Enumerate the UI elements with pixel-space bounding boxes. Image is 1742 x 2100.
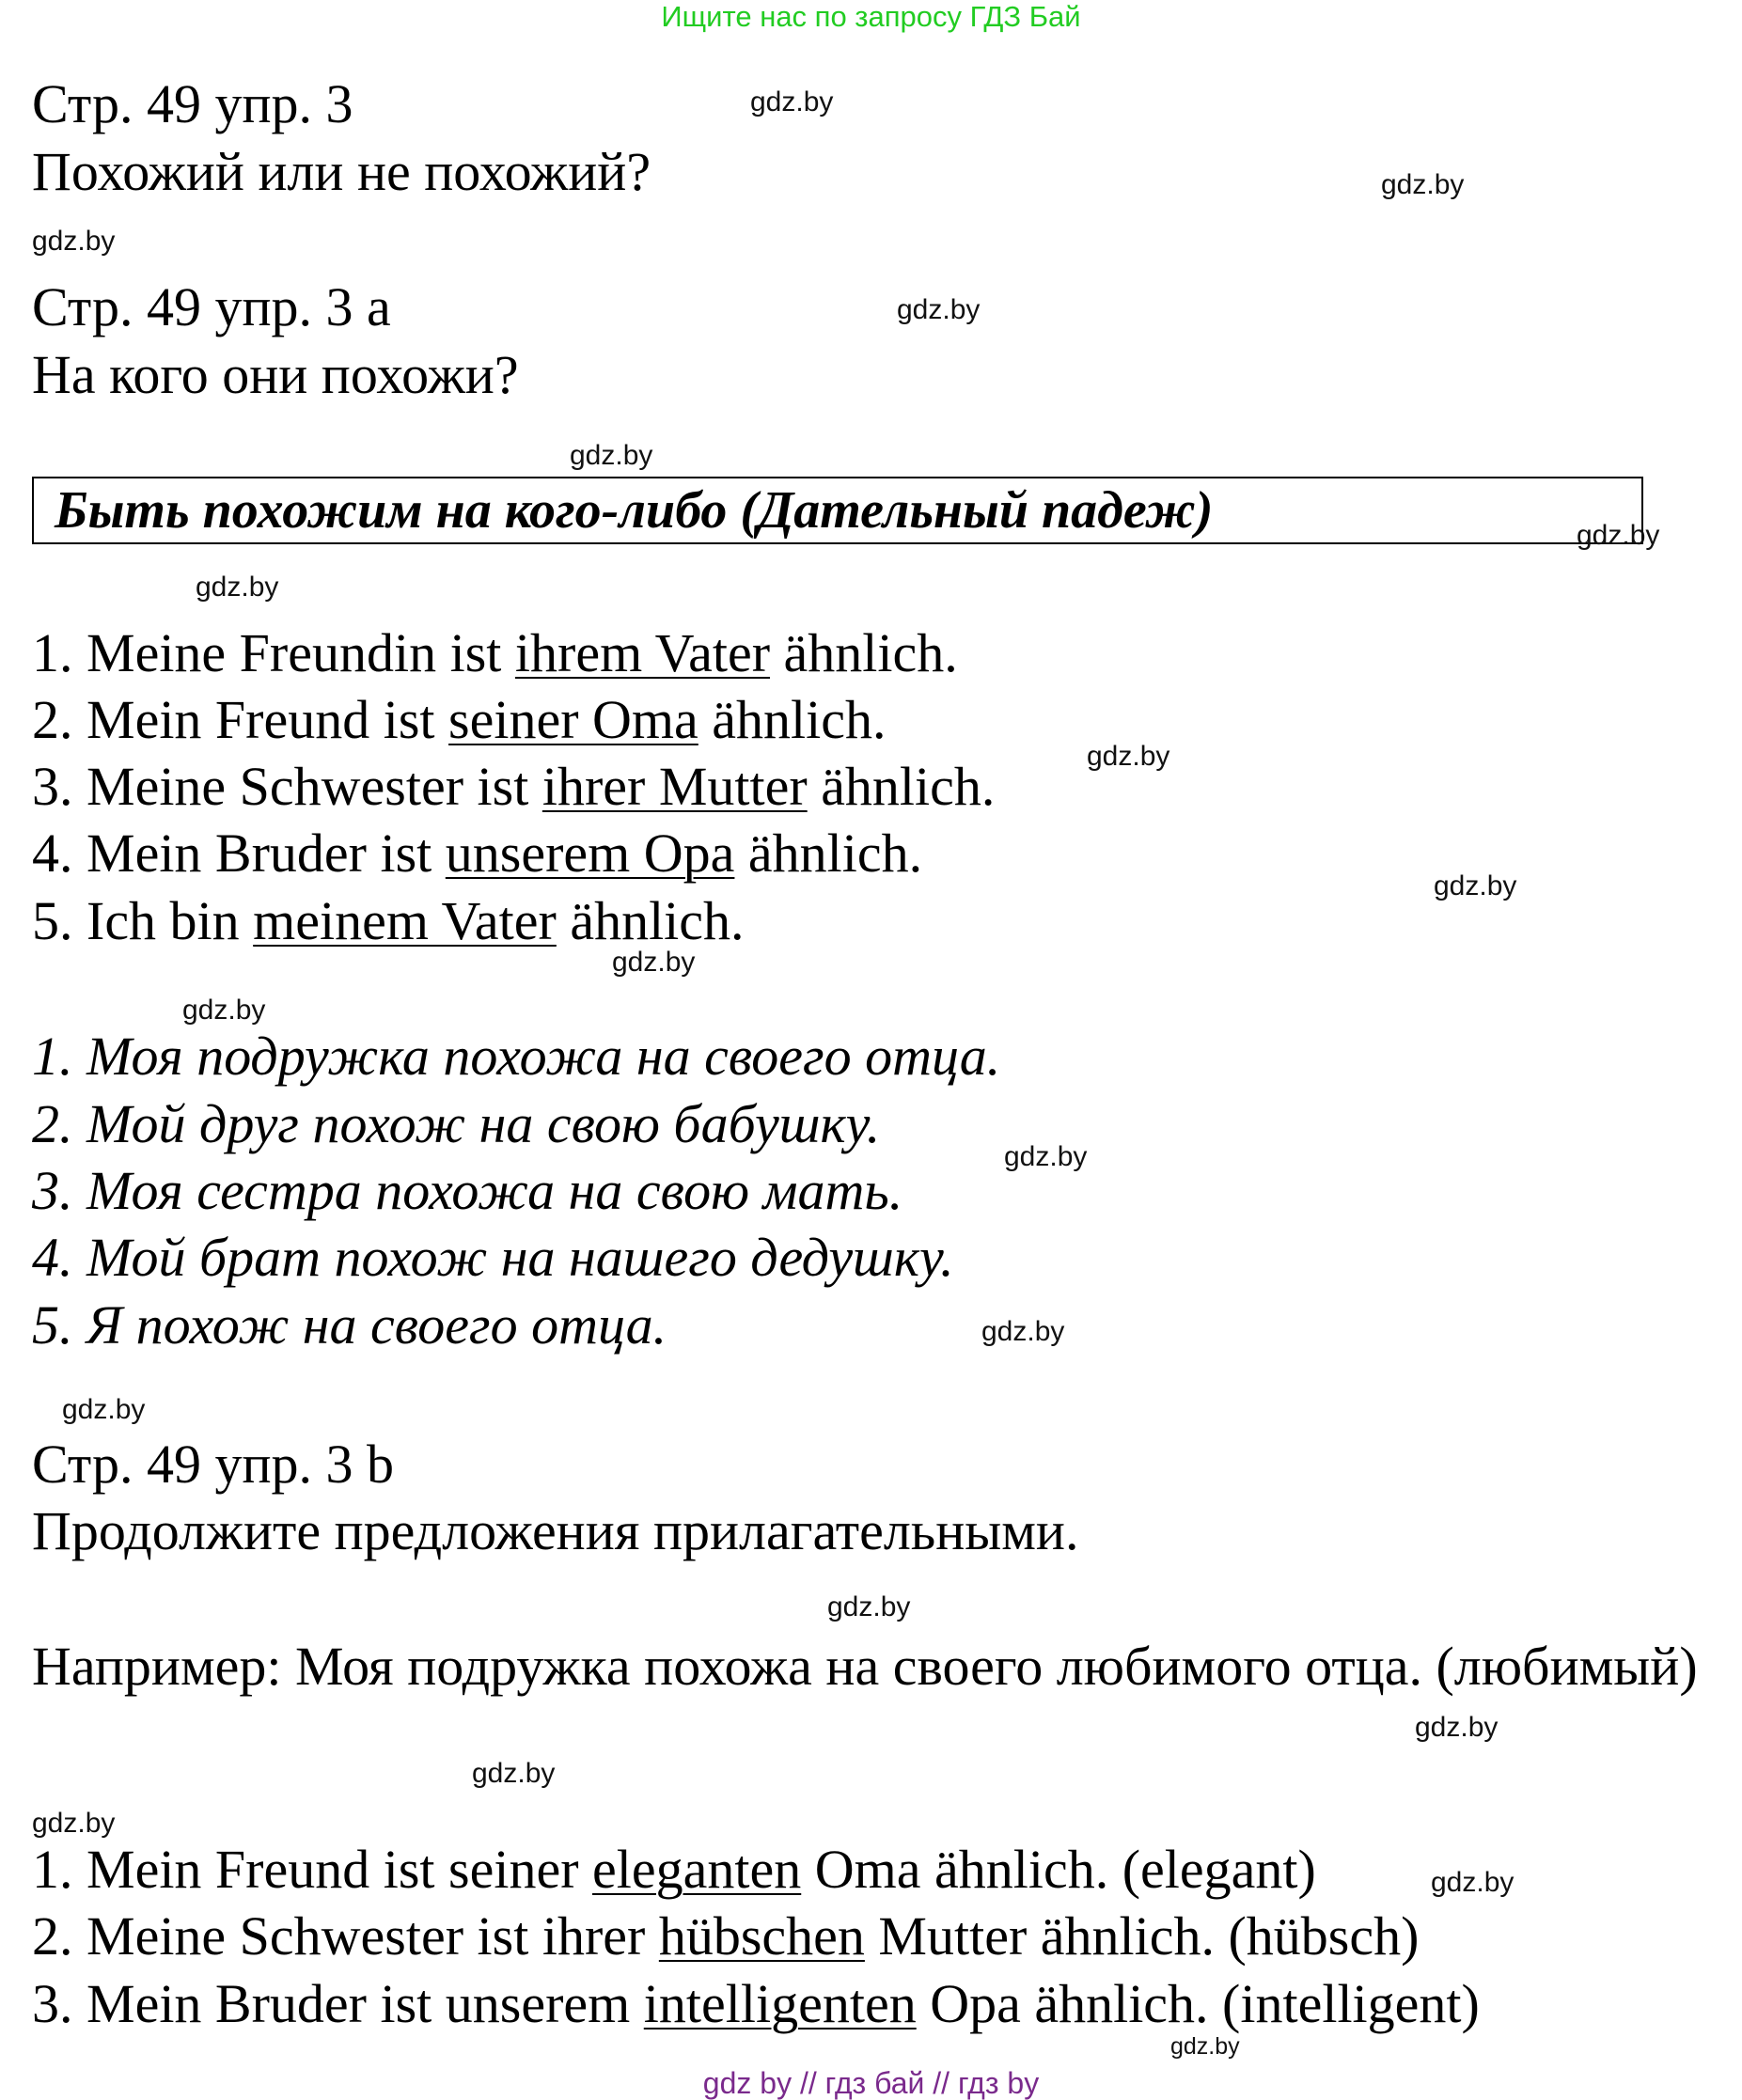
watermark: gdz.by — [1415, 1712, 1499, 1743]
de-sentence-1: 1. Meine Freundin ist ihrem Vater ähnlich. — [32, 622, 958, 683]
de-sentence-2: 2. Mein Freund ist seiner Oma ähnlich. — [32, 689, 887, 750]
search-banner: Ищите нас по запросу ГДЗ Бай — [661, 0, 1081, 33]
watermark: gdz.by — [182, 995, 266, 1026]
ru-sentence-1: 1. Моя подружка похожа на своего отца. — [32, 1026, 1001, 1087]
footer-links: gdz by // гдз бай // гдз by — [702, 2066, 1040, 2100]
underlined-phrase: seiner Oma — [448, 689, 698, 750]
s3-task: Продолжите предложения прилагательными. — [32, 1500, 1079, 1561]
example-text: Например: Моя подружка похожа на своего любимого отца. (любимый) — [32, 1636, 1698, 1697]
s2-task: На кого они похожи? — [32, 344, 519, 405]
watermark: gdz.by — [1577, 520, 1660, 551]
de-sentence-4: 4. Mein Bruder ist unserem Opa ähnlich. — [32, 823, 923, 884]
watermark: gdz.by — [612, 947, 696, 978]
watermark: gdz.by — [981, 1316, 1065, 1347]
watermark: gdz.by — [1381, 169, 1465, 200]
underlined-phrase: meinem Vater — [253, 890, 557, 951]
watermark: gdz.by — [32, 1808, 116, 1839]
underlined-phrase: ihrem Vater — [514, 622, 771, 683]
watermark: gdz.by — [827, 1591, 911, 1622]
s2-heading: Стр. 49 упр. 3 а — [32, 276, 391, 337]
ru-sentence-3: 3. Моя сестра похожа на свою мать. — [32, 1160, 903, 1221]
underlined-phrase: ihrer Mutter — [541, 756, 808, 817]
watermark: gdz.by — [570, 440, 653, 471]
watermark: gdz.by — [1087, 741, 1170, 772]
watermark: gdz.by — [1004, 1141, 1088, 1172]
watermark: gdz.by — [196, 572, 279, 603]
adj-sentence-3: 3. Mein Bruder ist unserem intelligenten Opa ähnlich. (intelligent) — [32, 1973, 1480, 2034]
watermark: gdz.by — [472, 1758, 556, 1789]
underlined-adjective: eleganten — [592, 1839, 802, 1900]
watermark: gdz.by — [1434, 870, 1517, 901]
s3-heading: Стр. 49 упр. 3 b — [32, 1434, 395, 1495]
grammar-rule-text: Быть похожим на кого-либо (Дательный падеж) — [55, 481, 1214, 540]
watermark: gdz.by — [897, 294, 981, 325]
grammar-rule-box — [32, 477, 1643, 544]
adj-sentence-1: 1. Mein Freund ist seiner eleganten Oma ähnlich. (elegant) — [32, 1839, 1316, 1900]
underlined-adjective: hübschen — [658, 1905, 865, 1967]
de-sentence-5: 5. Ich bin meinem Vater ähnlich. — [32, 890, 745, 951]
ru-sentence-2: 2. Мой друг похож на свою бабушку. — [32, 1093, 881, 1154]
underlined-adjective: intelligenten — [643, 1973, 917, 2034]
watermark: gdz.by — [1170, 2033, 1240, 2060]
adj-sentence-2: 2. Meine Schwester ist ihrer hübschen Mutter ähnlich. (hübsch) — [32, 1905, 1420, 1967]
de-sentence-3: 3. Meine Schwester ist ihrer Mutter ähnlich. — [32, 756, 996, 817]
watermark: gdz.by — [32, 226, 116, 257]
ru-sentence-4: 4. Мой брат похож на нашего дедушку. — [32, 1227, 954, 1288]
s1-task: Похожий или не похожий? — [32, 141, 651, 202]
watermark: gdz.by — [1431, 1867, 1514, 1898]
s1-heading: Стр. 49 упр. 3 — [32, 73, 353, 134]
underlined-phrase: unserem Opa — [445, 823, 735, 884]
watermark: gdz.by — [62, 1394, 146, 1425]
ru-sentence-5: 5. Я похож на своего отца. — [32, 1294, 667, 1356]
watermark: gdz.by — [750, 86, 834, 118]
